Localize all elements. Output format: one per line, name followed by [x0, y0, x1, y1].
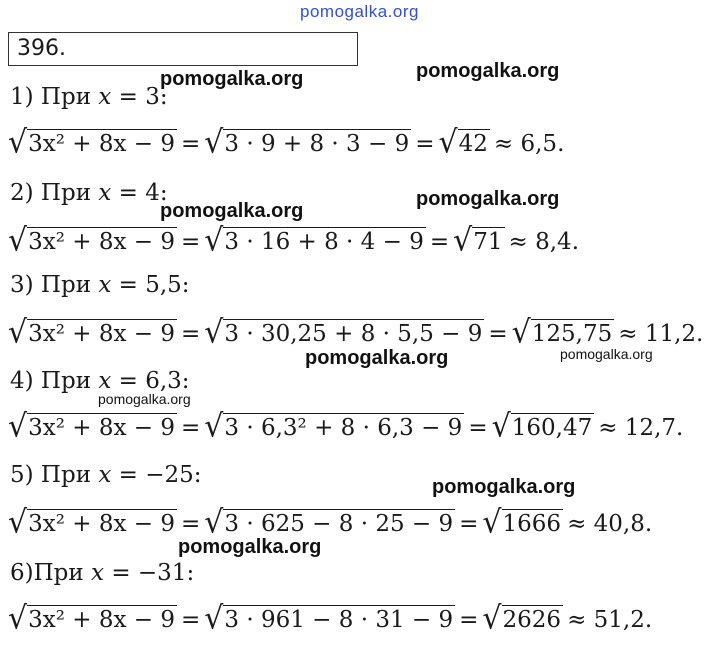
watermark: pomogalka.org — [160, 68, 304, 90]
equals-sign: = — [180, 607, 201, 633]
problem-number: 396. — [17, 36, 66, 61]
watermark: pomogalka.org — [416, 60, 560, 82]
approx-result: ≈ 40,8. — [567, 511, 653, 537]
sqrt-icon: √ — [204, 124, 224, 161]
case-value: = 3: — [111, 84, 168, 110]
radicand: 3 · 30,25 + 8 · 5,5 − 9 — [224, 321, 483, 347]
radicand: 3x² + 8x − 9 — [28, 415, 175, 441]
radical-result — [482, 600, 563, 637]
case-condition — [10, 272, 190, 298]
radical-substitution — [204, 314, 484, 351]
radical-result — [491, 408, 595, 445]
equals-sign: = — [180, 321, 201, 347]
radicand: 125,75 — [531, 321, 613, 347]
radical-substitution — [204, 124, 411, 161]
sqrt-icon: √ — [8, 504, 28, 541]
sqrt-icon: √ — [204, 222, 224, 259]
radicand: 3 · 9 + 8 · 3 − 9 — [224, 131, 410, 157]
radicand: 42 — [458, 131, 488, 157]
variable: x — [98, 368, 112, 394]
sqrt-icon: √ — [204, 600, 224, 637]
case-label: 6)При — [10, 560, 92, 586]
sqrt-icon: √ — [453, 222, 473, 259]
equals-sign: = — [180, 511, 201, 537]
radical-result — [438, 124, 490, 161]
radicand: 3 · 625 − 8 · 25 − 9 — [224, 511, 454, 537]
case-label: 1) При — [10, 84, 99, 110]
radical-lhs — [8, 124, 177, 161]
radicand: 3x² + 8x − 9 — [28, 511, 175, 537]
equals-sign: = — [488, 321, 508, 347]
case-condition — [10, 180, 168, 206]
approx-result: ≈ 8,4. — [508, 229, 580, 255]
radical-substitution — [204, 408, 464, 445]
case-value: = −31: — [104, 560, 195, 586]
sqrt-icon: √ — [482, 504, 502, 541]
sqrt-icon: √ — [8, 314, 28, 351]
case-label: 2) При — [10, 180, 99, 206]
radicand: 1666 — [502, 511, 562, 537]
radical-lhs — [8, 600, 177, 637]
approx-result: ≈ 6,5. — [493, 131, 565, 157]
watermark-top[interactable]: pomogalka.org — [300, 2, 419, 21]
sqrt-icon: √ — [204, 408, 224, 445]
radical-lhs — [8, 504, 177, 541]
approx-result: ≈ 12,7. — [598, 415, 684, 441]
case-equation — [8, 408, 687, 445]
radicand: 3x² + 8x − 9 — [28, 229, 175, 255]
radicand: 3x² + 8x − 9 — [28, 321, 175, 347]
watermark: pomogalka.org — [305, 347, 449, 369]
case-condition — [10, 462, 202, 488]
radical-result — [453, 222, 504, 259]
sqrt-icon: √ — [204, 504, 224, 541]
watermark: pomogalka.org — [560, 346, 653, 362]
case-equation — [8, 124, 568, 161]
radical-result — [511, 314, 615, 351]
variable: x — [98, 180, 112, 206]
case-equation — [8, 600, 656, 637]
radicand: 71 — [473, 229, 503, 255]
radicand: 2626 — [502, 607, 562, 633]
watermark: pomogalka.org — [416, 188, 560, 210]
approx-result: ≈ 11,2. — [618, 321, 704, 347]
radical-lhs — [8, 222, 177, 259]
radicand: 160,47 — [511, 415, 593, 441]
case-condition — [10, 560, 194, 586]
watermark: pomogalka.org — [178, 536, 322, 558]
equals-sign: = — [468, 415, 488, 441]
variable: x — [91, 560, 105, 586]
watermark: pomogalka.org — [98, 391, 191, 407]
radical-substitution — [204, 222, 426, 259]
equals-sign: = — [180, 131, 201, 157]
radicand: 3 · 961 − 8 · 31 − 9 — [224, 607, 454, 633]
case-value: = −25: — [111, 462, 202, 488]
watermark: pomogalka.org — [160, 200, 304, 222]
radical-substitution — [204, 600, 455, 637]
sqrt-icon: √ — [8, 124, 28, 161]
case-equation — [8, 314, 707, 351]
case-label: 3) При — [10, 272, 99, 298]
variable: x — [98, 84, 112, 110]
sqrt-icon: √ — [8, 222, 28, 259]
sqrt-icon: √ — [491, 408, 511, 445]
case-value: = 6,3: — [111, 368, 190, 394]
variable: x — [98, 272, 112, 298]
equals-sign: = — [459, 607, 479, 633]
radicand: 3 · 16 + 8 · 4 − 9 — [224, 229, 424, 255]
radicand: 3x² + 8x − 9 — [28, 131, 175, 157]
case-value: = 5,5: — [111, 272, 190, 298]
case-equation — [8, 504, 656, 541]
case-condition — [10, 368, 190, 394]
radical-lhs — [8, 408, 177, 445]
sqrt-icon: √ — [482, 600, 502, 637]
case-condition — [10, 84, 168, 110]
variable: x — [98, 462, 112, 488]
sqrt-icon: √ — [8, 600, 28, 637]
problem-number-box — [8, 32, 358, 66]
case-value: = 4: — [111, 180, 168, 206]
equals-sign: = — [180, 415, 201, 441]
sqrt-icon: √ — [438, 124, 458, 161]
equals-sign: = — [429, 229, 450, 255]
case-label: 4) При — [10, 368, 99, 394]
radicand: 3x² + 8x − 9 — [28, 607, 175, 633]
case-equation — [8, 222, 583, 259]
approx-result: ≈ 51,2. — [567, 607, 653, 633]
radical-result — [482, 504, 563, 541]
sqrt-icon: √ — [204, 314, 224, 351]
sqrt-icon: √ — [511, 314, 531, 351]
equals-sign: = — [415, 131, 435, 157]
equals-sign: = — [180, 229, 201, 255]
case-label: 5) При — [10, 462, 99, 488]
radical-lhs — [8, 314, 177, 351]
watermark: pomogalka.org — [432, 476, 576, 498]
equals-sign: = — [459, 511, 479, 537]
sqrt-icon: √ — [8, 408, 28, 445]
radical-substitution — [204, 504, 455, 541]
radicand: 3 · 6,3² + 8 · 6,3 − 9 — [224, 415, 463, 441]
